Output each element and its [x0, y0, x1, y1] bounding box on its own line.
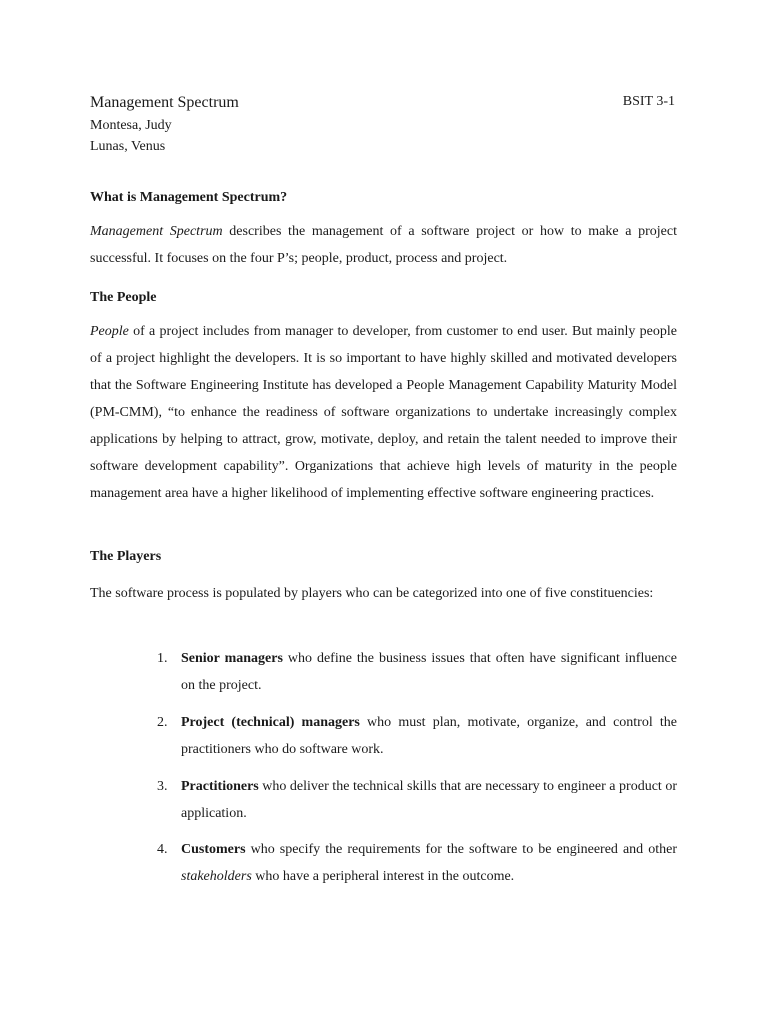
- section-heading-intro: What is Management Spectrum?: [90, 190, 288, 205]
- list-text: Practitioners who deliver the technical skills that are necessary to engineer a product or application.: [181, 779, 677, 821]
- list-text: Customers who specify the requirements for the software to be engineered and other stakeholders who have a peripheral interest in the outcome.: [181, 842, 677, 884]
- intro-term: Management Spectrum: [90, 224, 223, 239]
- section-heading-players: The Players: [90, 549, 162, 564]
- players-paragraph: The software process is populated by players who can be categorized into one of five constituencies:: [90, 586, 654, 601]
- list-number: 3.: [157, 779, 168, 794]
- document-title: Management Spectrum: [90, 94, 239, 111]
- author-name: Lunas, Venus: [90, 139, 166, 154]
- list-term: Project (technical) managers: [181, 715, 360, 730]
- list-number: 2.: [157, 715, 168, 730]
- document-header: [90, 94, 675, 116]
- author-name: Montesa, Judy: [90, 118, 172, 133]
- list-number: 4.: [157, 842, 168, 857]
- list-term: Senior managers: [181, 651, 283, 666]
- list-text: Project (technical) managers who must plan, motivate, organize, and control the practitioners who do software work.: [181, 715, 677, 757]
- people-text: of a project includes from manager to developer, from customer to end user. But mainly people of a project highlight the developers. It is so important to have highly skilled and motivated developers that the Software Engineering Institute has developed a People Management Capability Maturity Model (PM-CMM), “to enhance the readiness of software organizations to undertake increasingly complex applications by helping to attract, grow, motivate, deploy, and retain the talent needed to improve their software development capability”. Organizations that achieve high levels of maturity in the people management area have a higher likelihood of implementing effective software engineering practices.: [90, 324, 677, 501]
- section-heading-people: The People: [90, 290, 157, 305]
- intro-text: describes the management of a software project or how to make a project successful. It focuses on the four P’s; people, product, process and project.: [90, 224, 677, 266]
- people-paragraph: [90, 318, 677, 507]
- list-term: Customers: [181, 842, 246, 857]
- intro-paragraph: [90, 218, 677, 272]
- section-label: BSIT 3-1: [622, 94, 675, 109]
- list-number: 1.: [157, 651, 168, 666]
- people-term: People: [90, 324, 129, 339]
- list-text: Senior managers who define the business issues that often have significant influence on the project.: [181, 651, 677, 693]
- list-term: Practitioners: [181, 779, 259, 794]
